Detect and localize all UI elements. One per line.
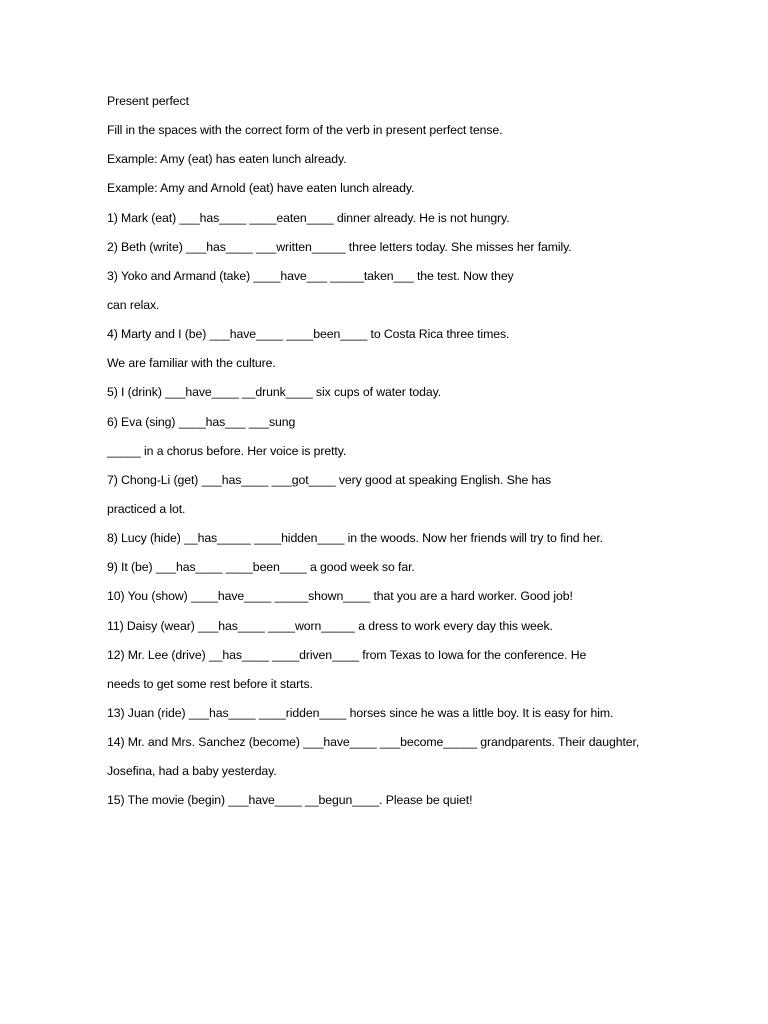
exercise-line: 4) Marty and I (be) ___have____ ____been____ to Costa Rica three times. <box>107 327 510 342</box>
exercise-line: 1) Mark (eat) ___has____ ____eaten____ dinner already. He is not hungry. <box>107 210 510 225</box>
exercise-line: 3) Yoko and Armand (take) ____have___ _____taken___ the test. Now they <box>107 268 514 283</box>
exercise-line: 13) Juan (ride) ___has____ ____ridden____ horses since he was a little boy. It is easy for him. <box>107 705 614 720</box>
exercise-line: 15) The movie (begin) ___have____ __begun____. Please be quiet! <box>107 793 473 808</box>
exercise-line: 9) It (be) ___has____ ____been____ a good week so far. <box>107 560 415 575</box>
exercise-line: needs to get some rest before it starts. <box>107 676 313 691</box>
exercise-line: 2) Beth (write) ___has____ ___written_____ three letters today. She misses her family. <box>107 239 572 254</box>
worksheet-lines <box>107 92 747 821</box>
exercise-line: 14) Mr. and Mrs. Sanchez (become) ___have____ ___become_____ grandparents. Their daughter, <box>107 735 640 750</box>
exercise-line: practiced a lot. <box>107 501 186 516</box>
exercise-line: 6) Eva (sing) ____has___ ___sung <box>107 414 296 429</box>
worksheet-title: Present perfect <box>107 94 189 108</box>
exercise-line: 11) Daisy (wear) ___has____ ____worn_____ a dress to work every day this week. <box>107 618 553 633</box>
example-line-2: Example: Amy and Arnold (eat) have eaten lunch already. <box>107 181 415 196</box>
exercise-line: 5) I (drink) ___have____ __drunk____ six cups of water today. <box>107 385 442 400</box>
exercise-line: 7) Chong-Li (get) ___has____ ___got____ very good at speaking English. She has <box>107 472 552 487</box>
exercise-line: 12) Mr. Lee (drive) __has____ ____driven____ from Texas to Iowa for the conference. He <box>107 647 587 662</box>
example-line-1: Example: Amy (eat) has eaten lunch already. <box>107 152 347 167</box>
exercise-line: 10) You (show) ____have____ _____shown____ that you are a hard worker. Good job! <box>107 589 573 604</box>
exercise-line: Josefina, had a baby yesterday. <box>107 764 277 779</box>
exercise-line: 8) Lucy (hide) __has_____ ____hidden____ in the woods. Now her friends will try to find her. <box>107 531 603 546</box>
exercise-line: We are familiar with the culture. <box>107 356 276 371</box>
exercise-line: _____ in a chorus before. Her voice is pretty. <box>107 443 347 458</box>
instructions: Fill in the spaces with the correct form of the verb in present perfect tense. <box>107 123 503 138</box>
exercise-line: can relax. <box>107 297 160 312</box>
